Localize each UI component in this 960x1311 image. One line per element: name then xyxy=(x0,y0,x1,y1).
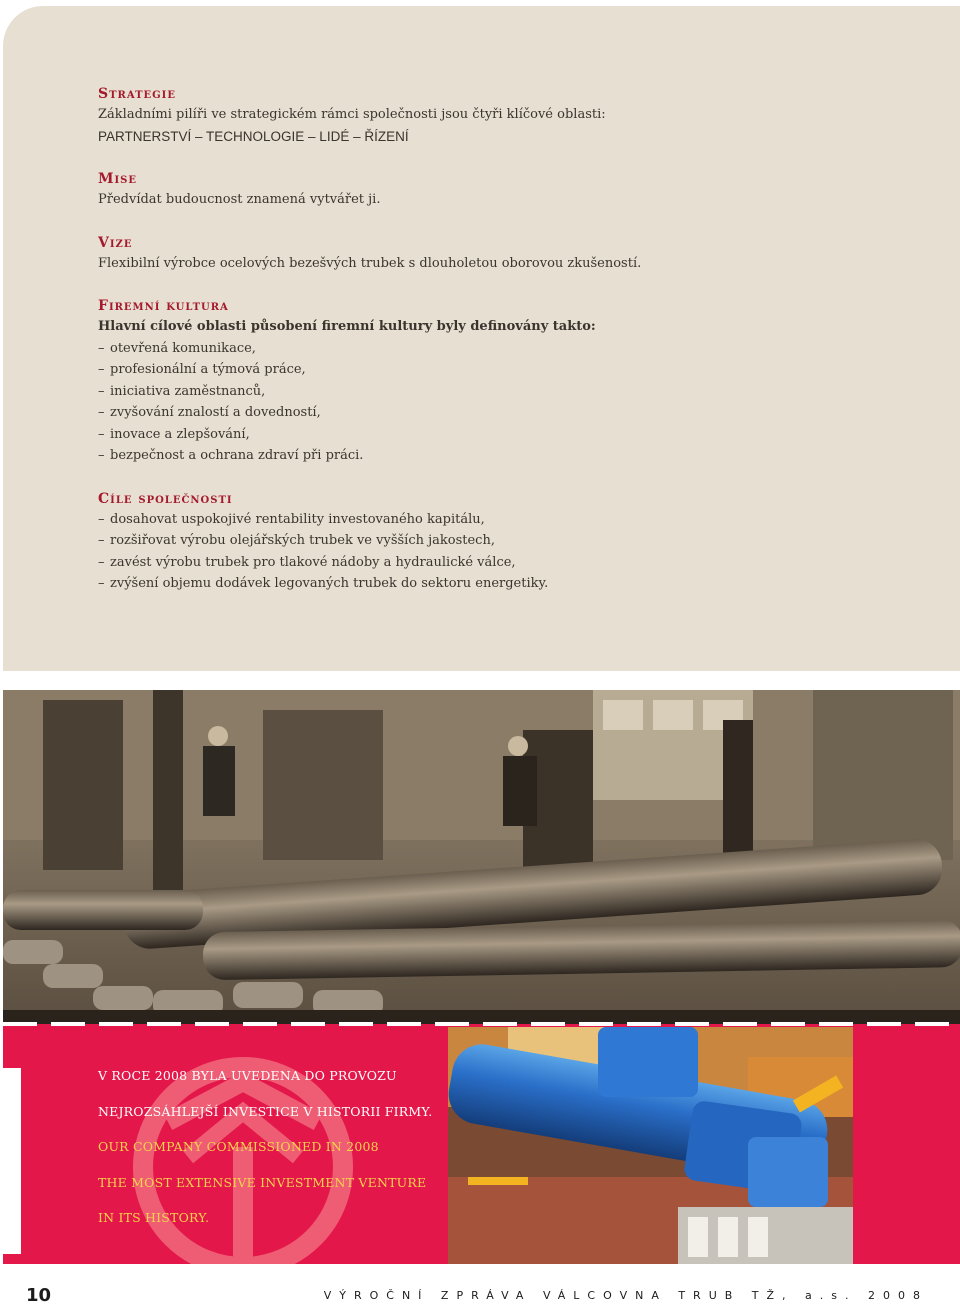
promo-text xyxy=(98,1058,458,1236)
list-item: – rozšiřovat výrobu olejářských trubek ve vyšších jakostech, xyxy=(98,530,918,552)
strategie-pillars: PARTNERSTVÍ – TECHNOLOGIE – LIDÉ – ŘÍZENÍ xyxy=(98,128,409,144)
promo-cz-line-2: NEJROZSÁHLEJŠÍ INVESTICE V HISTORII FIRMY. xyxy=(98,1103,433,1119)
list-item: – bezpečnost a ochrana zdraví při práci. xyxy=(98,445,918,467)
list-item: – profesionální a týmová práce, xyxy=(98,359,918,381)
list-item: – otevřená komunikace, xyxy=(98,338,918,360)
promo-en-line-1: OUR COMPANY COMMISSIONED IN 2008 xyxy=(98,1139,379,1154)
cile-heading: Cíle společnosti xyxy=(98,490,233,507)
list-item: – zvyšování znalostí a dovedností, xyxy=(98,402,918,424)
new-mill-photo xyxy=(448,1027,853,1264)
strategie-text: Základními pilíři ve strategickém rámci společnosti jsou čtyři klíčové oblasti: xyxy=(98,107,606,122)
kultura-list xyxy=(98,338,918,467)
historic-mill-illustration xyxy=(3,690,960,1026)
promo-en-line-2: THE MOST EXTENSIVE INVESTMENT VENTURE xyxy=(98,1174,427,1190)
kultura-heading: Firemní kultura xyxy=(98,298,229,314)
kultura-intro: Hlavní cílové oblasti působení firemní kultury byly definovány takto: xyxy=(98,319,596,334)
content-column xyxy=(98,84,918,595)
mise-heading: Mise xyxy=(98,171,138,187)
list-item: – zavést výrobu trubek pro tlakové nádoby a hydraulické válce, xyxy=(98,552,918,574)
band-edge-mark xyxy=(3,1068,21,1254)
vize-heading: Vize xyxy=(98,234,133,251)
promo-en-line-3: IN ITS HISTORY. xyxy=(98,1210,210,1225)
list-item: – zvýšení objemu dodávek legovaných trubek do sektoru energetiky. xyxy=(98,573,918,595)
footer-title: VÝROČNÍ ZPRÁVA VÁLCOVNA TRUB TŽ, a.s. 2008 xyxy=(323,1289,928,1302)
page-number: 10 xyxy=(26,1285,52,1306)
strategie-heading: Strategie xyxy=(98,86,176,102)
historic-mill-photo xyxy=(3,690,960,1026)
cile-list xyxy=(98,509,918,595)
list-item: – iniciativa zaměstnanců, xyxy=(98,381,918,403)
blue-machine-illustration xyxy=(448,1027,853,1264)
mise-text: Předvídat budoucnost znamená vytvářet ji. xyxy=(98,192,381,207)
list-item: – inovace a zlepšování, xyxy=(98,424,918,446)
list-item: – dosahovat uspokojivé rentability investovaného kapitálu, xyxy=(98,509,918,531)
promo-cz-line-1: V ROCE 2008 BYLA UVEDENA DO PROVOZU xyxy=(98,1068,397,1083)
vize-text: Flexibilní výrobce ocelových bezešvých trubek s dlouholetou oborovou zkušeností. xyxy=(98,255,642,271)
